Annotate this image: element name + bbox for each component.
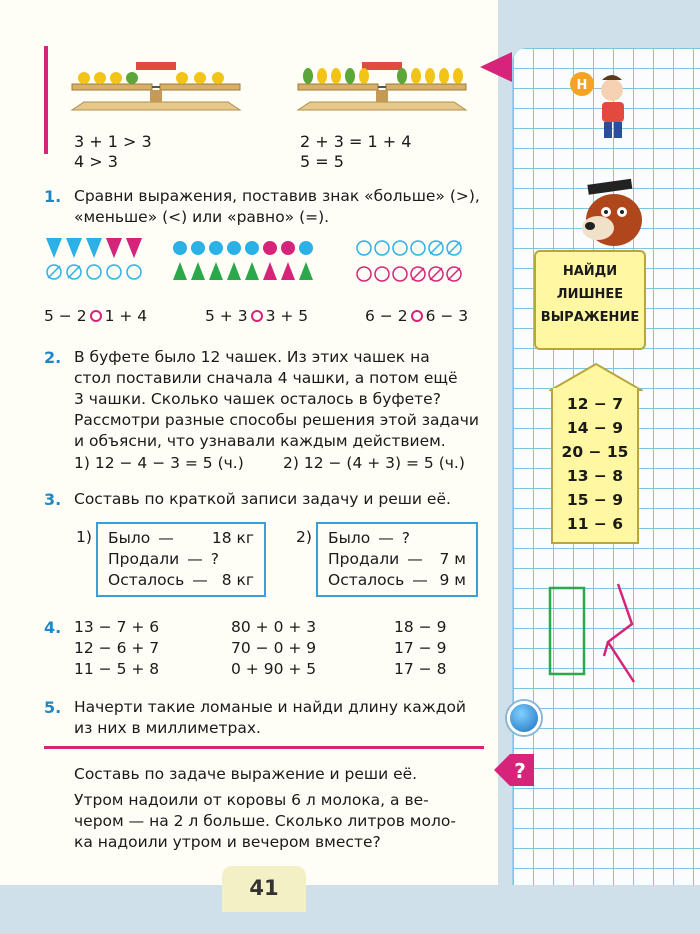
box2-key3: Осталось xyxy=(328,571,405,589)
box1-row2 xyxy=(108,549,254,570)
expr3-left: 6 − 2 xyxy=(365,307,408,325)
box2-val1: ? xyxy=(401,529,410,547)
box1-key3: Осталось xyxy=(108,571,185,589)
task2-line2: стол поставили сначала 4 чашки, а потом ещё xyxy=(74,369,458,387)
tag-expr-3: 20 − 15 xyxy=(561,443,629,461)
compare-circle-2[interactable] xyxy=(251,310,263,322)
dog-professor-icon xyxy=(548,178,648,258)
task1-line1: Сравни выражения, поставив знак «больше» (>), xyxy=(74,187,480,205)
shapes-illustration xyxy=(44,236,484,290)
intro-bar xyxy=(44,46,48,154)
task5-number: 5. xyxy=(44,698,62,717)
extra-task-text xyxy=(74,790,482,853)
box1-val2: ? xyxy=(210,550,219,568)
sign-line1: НАЙДИ xyxy=(562,264,618,279)
task1-expr-3 xyxy=(365,306,468,326)
extra-line3: ка надоили утром и вечером вместе? xyxy=(74,833,381,851)
task4-col1 xyxy=(74,617,159,680)
short-record-box-1 xyxy=(96,522,266,597)
task2-line3: 3 чашки. Сколько чашек осталось в буфете? xyxy=(74,390,441,408)
task2-line4: Рассмотри разные способы решения этой задачи xyxy=(74,411,479,429)
expr2-left: 5 + 3 xyxy=(205,307,248,325)
compare-circle-3[interactable] xyxy=(411,310,423,322)
task4-col2-2: 70 − 0 + 9 xyxy=(231,639,317,657)
task2-number: 2. xyxy=(44,348,62,367)
expr1-right: 1 + 4 xyxy=(104,307,148,325)
page-number: 41 xyxy=(222,866,306,912)
box2-val3: 9 м xyxy=(439,571,466,589)
qmark-text: ? xyxy=(514,759,526,783)
intro-right-line2: 5 = 5 xyxy=(300,152,344,171)
badge-letter: Н xyxy=(576,78,588,93)
task1-text xyxy=(74,186,482,228)
box1-dash2: — xyxy=(187,550,203,568)
pointer-triangle-icon xyxy=(478,50,512,84)
globe-icon[interactable] xyxy=(507,701,541,735)
box2-label: 2) xyxy=(296,528,312,546)
task1-expr-1 xyxy=(44,306,147,326)
box2-key1: Было xyxy=(328,529,371,547)
box1-dash1: — xyxy=(158,529,174,547)
extra-line2: чером — на 2 л больше. Сколько литров моло- xyxy=(74,812,456,830)
sign-line3: ВЫРАЖЕНИЕ xyxy=(540,310,640,325)
tag-expr-1: 12 − 7 xyxy=(566,395,624,413)
task4-col3-1: 18 − 9 xyxy=(394,618,447,636)
task4-col2-3: 0 + 90 + 5 xyxy=(231,660,317,678)
task2-solution-2: 2) 12 − (4 + 3) = 5 (ч.) xyxy=(283,454,465,472)
box2-dash2: — xyxy=(407,550,423,568)
question-mark-icon xyxy=(494,752,534,788)
task3-text: Составь по краткой записи задачу и реши её. xyxy=(74,490,451,508)
tag-expr-6: 11 − 6 xyxy=(566,515,624,533)
task3-number: 3. xyxy=(44,490,62,509)
tag-expr-5: 15 − 9 xyxy=(566,491,624,509)
box1-dash3: — xyxy=(192,571,208,589)
box1-val1: 18 кг xyxy=(211,529,254,547)
box1-row3 xyxy=(108,570,254,591)
expressions-tag xyxy=(551,388,639,544)
section-divider xyxy=(44,746,484,749)
broken-lines-figure xyxy=(546,580,646,690)
expr1-left: 5 − 2 xyxy=(44,307,87,325)
task5-line2: из них в миллиметрах. xyxy=(74,719,261,737)
task1-line2: «меньше» (<) или «равно» (=). xyxy=(74,208,330,226)
tag-expr-4: 13 − 8 xyxy=(566,467,624,485)
task2-text xyxy=(74,347,482,452)
task4-col1-1: 13 − 7 + 6 xyxy=(74,618,160,636)
box2-val2: 7 м xyxy=(439,550,466,568)
task4-col2-1: 80 + 0 + 3 xyxy=(231,618,317,636)
boy-character-icon xyxy=(566,64,638,144)
task5-line1: Начерти такие ломаные и найди длину каждой xyxy=(74,698,467,716)
task2-line5: и объясни, что узнавали каждым действием. xyxy=(74,432,446,450)
task4-col2 xyxy=(231,617,316,680)
short-record-box-2 xyxy=(316,522,478,597)
intro-left-line1: 3 + 1 > 3 xyxy=(74,132,152,151)
task4-col3-3: 17 − 8 xyxy=(394,660,447,678)
box1-key1: Было xyxy=(108,529,151,547)
task2-line1: В буфете было 12 чашек. Из этих чашек на xyxy=(74,348,430,366)
box2-row3 xyxy=(328,570,466,591)
compare-circle-1[interactable] xyxy=(90,310,102,322)
task4-col1-2: 12 − 6 + 7 xyxy=(74,639,160,657)
expr3-right: 6 − 3 xyxy=(425,307,469,325)
intro-left-line2: 4 > 3 xyxy=(74,152,118,171)
task4-col3 xyxy=(394,617,446,680)
box2-row2 xyxy=(328,549,466,570)
extra-line1: Утром надоили от коровы 6 л молока, а ве- xyxy=(74,791,429,809)
tag-expr-2: 14 − 9 xyxy=(566,419,624,437)
bottom-band xyxy=(0,885,700,934)
box2-dash3: — xyxy=(412,571,428,589)
box1-key2: Продали xyxy=(108,550,180,568)
box1-val3: 8 кг xyxy=(221,571,254,589)
box2-row1 xyxy=(328,528,466,549)
scale-pears-right xyxy=(290,50,480,120)
sign-line2: ЛИШНЕЕ xyxy=(556,287,624,302)
task4-number: 4. xyxy=(44,618,62,637)
task4-col1-3: 11 − 5 + 8 xyxy=(74,660,160,678)
box1-label: 1) xyxy=(76,528,92,546)
extra-task-title: Составь по задаче выражение и реши её. xyxy=(74,765,418,783)
task2-solution-1: 1) 12 − 4 − 3 = 5 (ч.) xyxy=(74,454,244,472)
scale-fruit-left xyxy=(64,50,254,120)
find-extra-sign xyxy=(534,250,646,350)
task5-text xyxy=(74,697,482,739)
expr2-right: 3 + 5 xyxy=(265,307,309,325)
task1-expr-2 xyxy=(205,306,308,326)
task1-number: 1. xyxy=(44,187,62,206)
box1-row1 xyxy=(108,528,254,549)
box2-dash1: — xyxy=(378,529,394,547)
task4-col3-2: 17 − 9 xyxy=(394,639,447,657)
intro-right-line1: 2 + 3 = 1 + 4 xyxy=(300,132,412,151)
box2-key2: Продали xyxy=(328,550,400,568)
